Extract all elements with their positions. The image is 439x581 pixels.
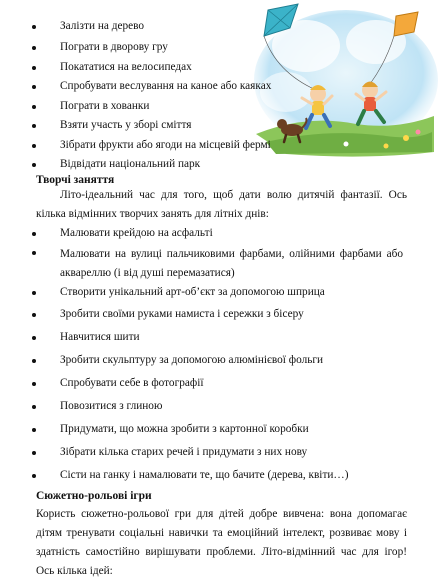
bullet <box>32 124 36 128</box>
bullet <box>32 382 36 386</box>
bullet <box>32 313 36 317</box>
bullet <box>32 66 36 70</box>
bullet <box>32 428 36 432</box>
bullet <box>32 359 36 363</box>
bullet <box>32 85 36 89</box>
section-intro-creative: Літо-ідеальний час для того, щоб дати волю дитячій фантазії. Ось кілька відмінних творчих занять для літніх днів: <box>36 189 407 220</box>
bullet <box>32 163 36 167</box>
bullet <box>32 451 36 455</box>
bullet <box>32 25 36 29</box>
bullet <box>32 251 36 255</box>
document-page: Залізти на дерево Пограти в дворову гру Покататися на велосипедах Спробувати веслування на каное або каяках Пограти в хованки Взяти участь у зборі сміття Зібрати фрукти або ягоди на місцевій фермі Відвідати національний парк Творчі заняття Літо-ідеальний час для того, щоб дати волю дитячій фантазії. Ось кілька відмінних творчих занять для літніх днів: Малювати крейдою на асфальті Малювати на вулиці пальчиковими фарбами, олійними фарбами або аквареллю (і від душі перемазатися) Створити унікальний арт-об’єкт за допомогою шприца Зробити своїми руками намиста і сережки з бісеру Навчитися шити Зробити скульптуру за допомогою алюмінієвої фольги Спробувати себе в фотографії Повозитися з глиною Придумати, що можна зробити з картонної коробки Зібрати кілька старих речей і придумати з них нову Сісти на ганку і намалювати те, що бачите (дерева, квіти…) Сюжетно-рольові ігри Користь сюжетно-рольової гри для дітей добре вивчена: вона допомагає дітям тренувати соціальні навички та емоційний інтелект, розвиває мову і здатність самостійно вирішувати проблеми. Літо-відмінний час для ігор! Ось кілька ідей: <box>0 0 439 568</box>
section-intro-roleplay: Користь сюжетно-рольової гри для дітей добре вивчена: вона допомагає дітям тренувати соціальні навички та емоційний інтелект, розвиває мову і здатність самостійно вирішувати проблеми. Літо-відмінний час для ігор! Ось кілька ідей: <box>36 508 407 577</box>
section-heading-creative: Творчі заняття <box>36 174 115 186</box>
children-with-kites-illustration <box>246 2 439 160</box>
bullet <box>32 144 36 148</box>
bullet <box>32 232 36 236</box>
bullet <box>32 105 36 109</box>
bullet <box>32 46 36 50</box>
bullet <box>32 405 36 409</box>
bullet <box>32 474 36 478</box>
bullet <box>32 291 36 295</box>
bullet <box>32 336 36 340</box>
section-heading-roleplay: Сюжетно-рольові ігри <box>36 490 152 502</box>
